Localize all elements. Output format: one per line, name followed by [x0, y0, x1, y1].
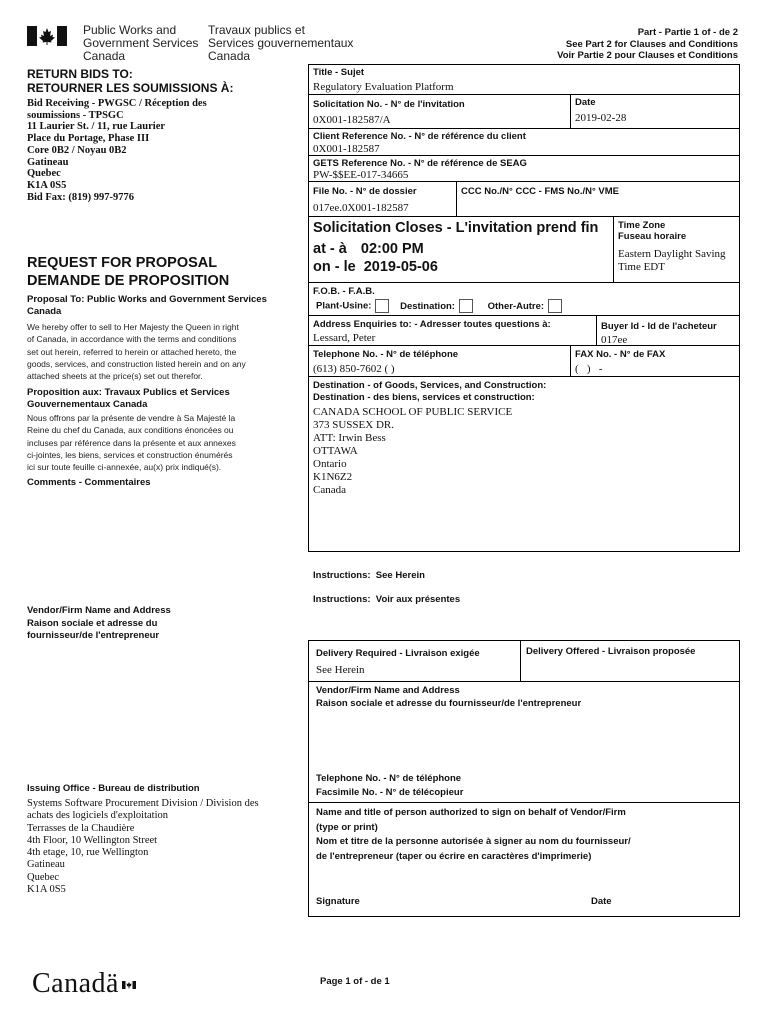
proposal-to-fr: Proposition aux: Travaux Publics et Services Gouvernementaux Canada	[27, 387, 230, 410]
file-no-label: File No. - N° de dossier	[313, 186, 417, 197]
department-name-fr	[208, 24, 353, 63]
vendor-telephone-label: Telephone No. - N° de téléphone	[316, 773, 462, 784]
closing-time-row	[313, 241, 424, 257]
gets-ref-value: PW-$$EE-017-34665	[313, 169, 409, 181]
instructions-en: Instructions: See Herein	[313, 570, 425, 581]
vendor-label-line: Raison sociale et adresse du	[27, 617, 158, 629]
address-line: Terrasses de la Chaudière	[27, 822, 135, 834]
address-line: 11 Laurier St. / 11, rue Laurier	[27, 121, 166, 133]
ccc-no-label: CCC No./N° CCC - FMS No./N° VME	[461, 186, 620, 197]
address-enquiries-value: Lessard, Peter	[313, 332, 376, 344]
issuing-office-address	[27, 798, 259, 896]
address-line: K1A 0S5	[27, 884, 66, 896]
vendor-phone-fax-label	[316, 772, 463, 800]
delivery-required-label: Delivery Required - Livraison exigée	[316, 648, 480, 659]
dest-goods-label-line: Destination - des biens, services et construction:	[313, 392, 535, 403]
file-no-value: 017ee.0X001-182587	[313, 202, 409, 214]
address-line: achats des logiciels d'exploitation	[27, 810, 168, 822]
buyer-id-value: 017ee	[601, 334, 628, 344]
address-line: Quebec	[27, 871, 60, 883]
address-line: Gatineau	[27, 859, 65, 871]
address-line: 4th Floor, 10 Wellington Street	[27, 834, 158, 846]
part-line: Part - Partie 1 of - de 2	[637, 27, 738, 38]
address-line: Core 0B2 / Noyau 0B2	[27, 144, 127, 156]
address-line: 4th etage, 10, rue Wellington	[27, 847, 149, 859]
auth-line: (type or print)	[316, 821, 378, 833]
offer-line: set out herein, referred to herein or attached hereto, the	[27, 346, 237, 357]
address-line: Quebec	[27, 168, 61, 180]
wordmark-text: Canadä	[32, 968, 119, 999]
dept-fr-line: Canada	[208, 49, 251, 63]
department-name-en	[83, 24, 198, 63]
other-label: Other-Autre:	[487, 300, 545, 312]
tz-label-line: Fuseau horaire	[618, 231, 687, 242]
gets-ref-label: GETS Reference No. - N° de référence de SEAG	[313, 158, 527, 169]
dept-en-line: Public Works and	[83, 23, 177, 37]
fob-label: F.O.B. - F.A.B.	[313, 286, 375, 297]
offer-line: Nous offrons par la présente de vendre à Sa Majesté la	[27, 413, 236, 423]
time-zone-value	[618, 248, 726, 274]
vendor-firm-label-left	[27, 605, 171, 643]
delivery-required-value: See Herein	[316, 664, 365, 676]
signature-date-label: Date	[591, 896, 612, 907]
instructions-fr: Instructions: Voir aux présentes	[313, 594, 461, 605]
address-line: ATT: Irwin Bess	[313, 432, 386, 444]
address-line: K1N6Z2	[313, 471, 353, 483]
dest-goods-label-line: Destination - of Goods, Services, and Construction:	[313, 380, 547, 391]
plant-label: Plant-Usine:	[316, 300, 372, 312]
dept-en-line: Canada	[83, 49, 126, 63]
client-ref-label: Client Reference No. - N° de référence du client	[313, 131, 526, 142]
wordmark-flag-icon	[122, 965, 136, 973]
solicitation-closes-title: Solicitation Closes - L'invitation prend fin	[313, 220, 599, 236]
fob-options	[316, 299, 568, 313]
part-indicator	[557, 27, 738, 59]
other-checkbox[interactable]	[548, 299, 562, 313]
rfp-title-fr: DEMANDE DE PROPOSITION	[27, 273, 230, 289]
authorized-person-label	[316, 806, 631, 864]
dept-fr-line: Services gouvernementaux	[208, 36, 354, 50]
closing-time-value: 02:00 PM	[360, 241, 424, 257]
tz-value-line: Time EDT	[618, 261, 665, 273]
address-line: Bid Receiving - PWGSC / Réception des	[27, 98, 207, 109]
offer-line: ici sur toute feuille ci-annexée, au(x) prix indiqué(s).	[27, 462, 222, 473]
canada-flag-icon	[27, 26, 67, 46]
vendor-label-line: Vendor/Firm Name and Address	[27, 605, 171, 616]
destination-goods-label	[313, 380, 546, 404]
solicitation-no-value: 0X001-182587/A	[313, 114, 391, 126]
return-bids-heading	[27, 67, 233, 95]
address-line: OTTAWA	[313, 445, 358, 457]
address-line: CANADA SCHOOL OF PUBLIC SERVICE	[313, 406, 513, 418]
address-line: K1A 0S5	[27, 179, 67, 191]
tz-label-line: Time Zone	[618, 220, 666, 231]
telephone-label: Telephone No. - N° de téléphone	[313, 349, 459, 360]
offer-line: goods, services, and construction listed herein and on any	[27, 358, 246, 369]
offer-text-en	[27, 321, 277, 382]
rfp-heading	[27, 254, 229, 290]
auth-line: Nom et titre de la personne autorisée à signer au nom du fournisseur/	[316, 836, 631, 847]
auth-line: de l'entrepreneur (taper ou écrire en caractères d'imprimerie)	[316, 850, 592, 862]
part-line: See Part 2 for Clauses and Conditions	[565, 38, 738, 50]
offer-line: Reine du chef du Canada, aux conditions énoncées ou	[27, 425, 234, 436]
time-zone-label	[618, 220, 686, 242]
dept-en-line: Government Services	[83, 36, 199, 50]
vendor-facsimile-label: Facsimile No. - N° de télécopieur	[316, 787, 464, 798]
offer-line: ci-jointes, les biens, services et construction énumérés	[27, 449, 233, 460]
proposal-to-en: Proposal To: Public Works and Government Services Canada	[27, 294, 267, 317]
title-label: Title - Sujet	[313, 67, 365, 78]
offer-text-fr	[27, 412, 277, 473]
bid-fax-line: Bid Fax: (819) 997-9776	[27, 191, 135, 203]
client-ref-value: 0X001-182587	[313, 143, 380, 155]
address-line: Systems Software Procurement Division / Division des	[27, 798, 259, 809]
return-bids-title-fr: RETOURNER LES SOUMISSIONS À:	[27, 81, 234, 95]
tz-value-line: Eastern Daylight Saving	[618, 248, 726, 260]
part-line: Voir Partie 2 pour Clauses et Conditions	[557, 50, 738, 59]
address-line: Place du Portage, Phase III	[27, 133, 150, 145]
buyer-id-label: Buyer Id - Id de l'acheteur	[601, 321, 717, 332]
return-bids-title-en: RETURN BIDS TO:	[27, 67, 133, 81]
offer-line: incluses par référence dans la présente et aux annexes	[27, 437, 236, 448]
at-label: at - à	[313, 241, 347, 257]
date-value: 2019-02-28	[575, 112, 627, 124]
return-bids-address	[27, 98, 207, 203]
rfp-title-en: REQUEST FOR PROPOSAL	[27, 255, 218, 271]
destination-address	[313, 406, 512, 497]
on-label: on - le	[313, 259, 356, 275]
address-line: Canada	[313, 484, 346, 496]
page-number: Page 1 of - de 1	[320, 976, 390, 987]
delivery-offered-label: Delivery Offered - Livraison proposée	[526, 646, 696, 657]
solicitation-no-label: Solicitation No. - N° de l'invitation	[313, 99, 465, 110]
dept-fr-line: Travaux publics et	[208, 23, 305, 37]
address-line: Ontario	[313, 458, 347, 470]
destination-label: Destination:	[400, 300, 455, 312]
vendor-label-line: fournisseur/de l'entrepreneur	[27, 630, 160, 641]
offer-line: attached sheets at the price(s) set out therefor.	[27, 371, 203, 382]
signature-label: Signature	[316, 896, 360, 907]
closing-date-value: 2019-05-06	[363, 259, 438, 275]
destination-checkbox[interactable]	[459, 299, 473, 313]
address-line: Gatineau	[27, 156, 69, 168]
telephone-value: (613) 850-7602 ( )	[313, 363, 395, 375]
auth-line: Name and title of person authorized to sign on behalf of Vendor/Firm	[316, 807, 626, 818]
comments-label: Comments - Commentaires	[27, 477, 151, 488]
address-line: 373 SUSSEX DR.	[313, 419, 394, 431]
fax-value: ( ) -	[575, 363, 603, 375]
canada-wordmark-logo	[32, 968, 119, 1000]
vendor-name-address-label	[316, 685, 581, 710]
date-label: Date	[575, 97, 596, 108]
plant-checkbox[interactable]	[375, 299, 389, 313]
address-enquiries-label: Address Enquiries to: - Adresser toutes questions à:	[313, 319, 551, 330]
address-line: soumissions - TPSGC	[27, 109, 124, 121]
fax-label: FAX No. - N° de FAX	[575, 349, 666, 360]
vendor-label-line: Raison sociale et adresse du fournisseur/de l'entrepreneur	[316, 697, 582, 709]
title-value: Regulatory Evaluation Platform	[313, 81, 454, 93]
closing-date-row	[313, 259, 438, 275]
offer-line: We hereby offer to sell to Her Majesty the Queen in right	[27, 322, 239, 332]
issuing-office-label: Issuing Office - Bureau de distribution	[27, 783, 200, 794]
offer-line: of Canada, in accordance with the terms and conditions	[27, 334, 237, 345]
vendor-label-line: Vendor/Firm Name and Address	[316, 685, 460, 696]
